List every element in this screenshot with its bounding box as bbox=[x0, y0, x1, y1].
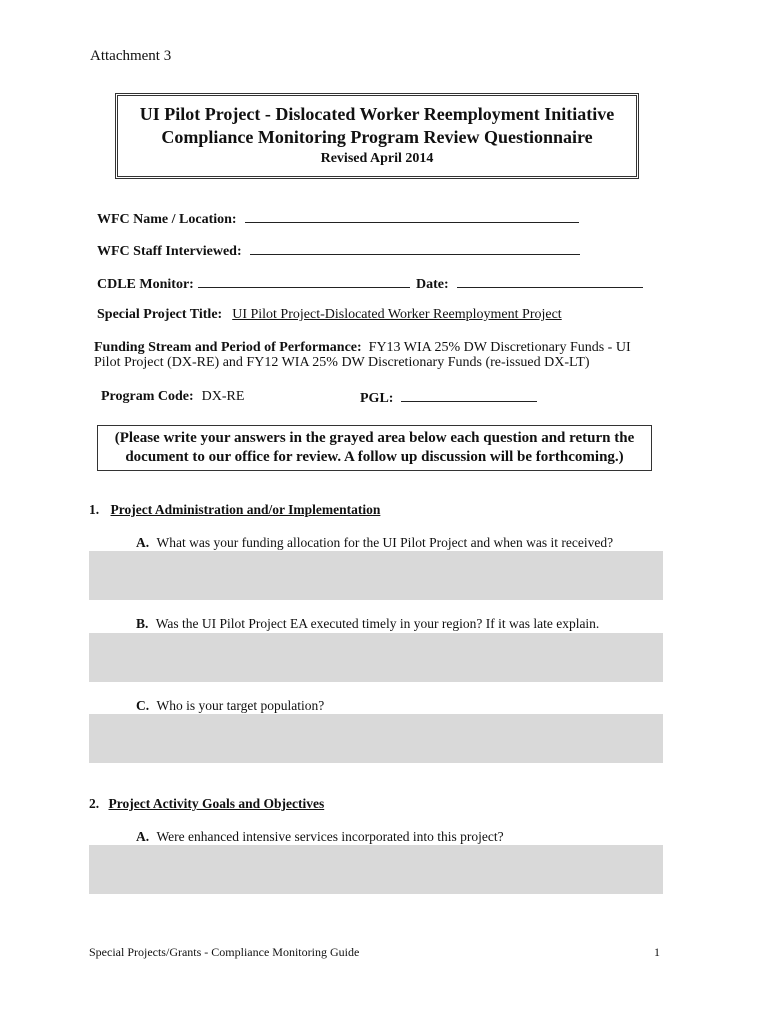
question-1b bbox=[136, 616, 599, 632]
answer-area-1c[interactable] bbox=[89, 714, 663, 763]
funding-row bbox=[94, 338, 631, 356]
section-number: 2. bbox=[89, 796, 100, 811]
cdle-monitor-label: CDLE Monitor: bbox=[97, 277, 194, 292]
answer-area-2a[interactable] bbox=[89, 845, 663, 894]
program-code-value: DX-RE bbox=[201, 389, 245, 404]
wfc-staff-row bbox=[97, 240, 580, 260]
cdle-monitor-row bbox=[97, 273, 410, 293]
question-letter: C. bbox=[136, 698, 150, 713]
revised-date: Revised April 2014 bbox=[320, 151, 434, 166]
instructions-line2: document to our office for review. A follow up discussion will be forthcoming.) bbox=[125, 449, 624, 465]
section-title: Project Activity Goals and Objectives bbox=[108, 796, 325, 811]
instructions-box bbox=[97, 425, 652, 471]
pgl-row bbox=[360, 387, 537, 407]
wfc-name-field[interactable] bbox=[245, 208, 579, 223]
special-title-row bbox=[97, 305, 562, 323]
footer-text: Special Projects/Grants - Compliance Monitoring Guide bbox=[89, 945, 360, 959]
section-title: Project Administration and/or Implementation bbox=[110, 502, 381, 517]
funding-value-line2: Pilot Project (DX-RE) and FY12 WIA 25% DW Discretionary Funds (re-issued DX-LT) bbox=[94, 355, 590, 370]
pgl-label: PGL: bbox=[360, 391, 394, 406]
instructions-line1: (Please write your answers in the grayed area below each question and return the bbox=[114, 430, 635, 446]
cdle-monitor-field[interactable] bbox=[198, 273, 410, 288]
wfc-staff-field[interactable] bbox=[250, 240, 580, 255]
wfc-name-row bbox=[97, 208, 579, 228]
question-1a bbox=[136, 535, 613, 551]
special-title-value: UI Pilot Project-Dislocated Worker Reemployment Project bbox=[232, 307, 562, 322]
question-text: Was the UI Pilot Project EA executed timely in your region? If it was late explain. bbox=[155, 616, 600, 631]
wfc-staff-label: WFC Staff Interviewed: bbox=[97, 244, 242, 259]
funding-label: Funding Stream and Period of Performance: bbox=[94, 340, 362, 355]
question-1c bbox=[136, 698, 324, 714]
date-label: Date: bbox=[416, 277, 449, 292]
question-text: Were enhanced intensive services incorporated into this project? bbox=[156, 829, 504, 844]
program-code-row bbox=[101, 387, 244, 405]
section-number: 1. bbox=[89, 502, 100, 517]
question-letter: A. bbox=[136, 829, 150, 844]
title-box bbox=[115, 93, 639, 179]
question-text: Who is your target population? bbox=[156, 698, 325, 713]
section-2-heading bbox=[89, 796, 324, 812]
question-letter: B. bbox=[136, 616, 149, 631]
answer-area-1a[interactable] bbox=[89, 551, 663, 600]
special-title-label: Special Project Title: bbox=[97, 307, 223, 322]
section-1-heading bbox=[89, 502, 380, 518]
question-letter: A. bbox=[136, 535, 150, 550]
funding-value-line1: FY13 WIA 25% DW Discretionary Funds - UI bbox=[368, 340, 631, 355]
pgl-field[interactable] bbox=[401, 387, 537, 402]
program-code-label: Program Code: bbox=[101, 389, 194, 404]
date-row bbox=[416, 273, 643, 293]
question-text: What was your funding allocation for the UI Pilot Project and when was it received? bbox=[156, 535, 614, 550]
date-field[interactable] bbox=[457, 273, 643, 288]
attachment-label: Attachment 3 bbox=[90, 48, 172, 64]
question-2a bbox=[136, 829, 504, 845]
answer-area-1b[interactable] bbox=[89, 633, 663, 682]
document-subtitle: Compliance Monitoring Program Review Questionnaire bbox=[161, 127, 593, 147]
page-number: 1 bbox=[654, 945, 660, 959]
wfc-name-label: WFC Name / Location: bbox=[97, 212, 237, 227]
document-title: UI Pilot Project - Dislocated Worker Reemployment Initiative bbox=[139, 104, 615, 124]
